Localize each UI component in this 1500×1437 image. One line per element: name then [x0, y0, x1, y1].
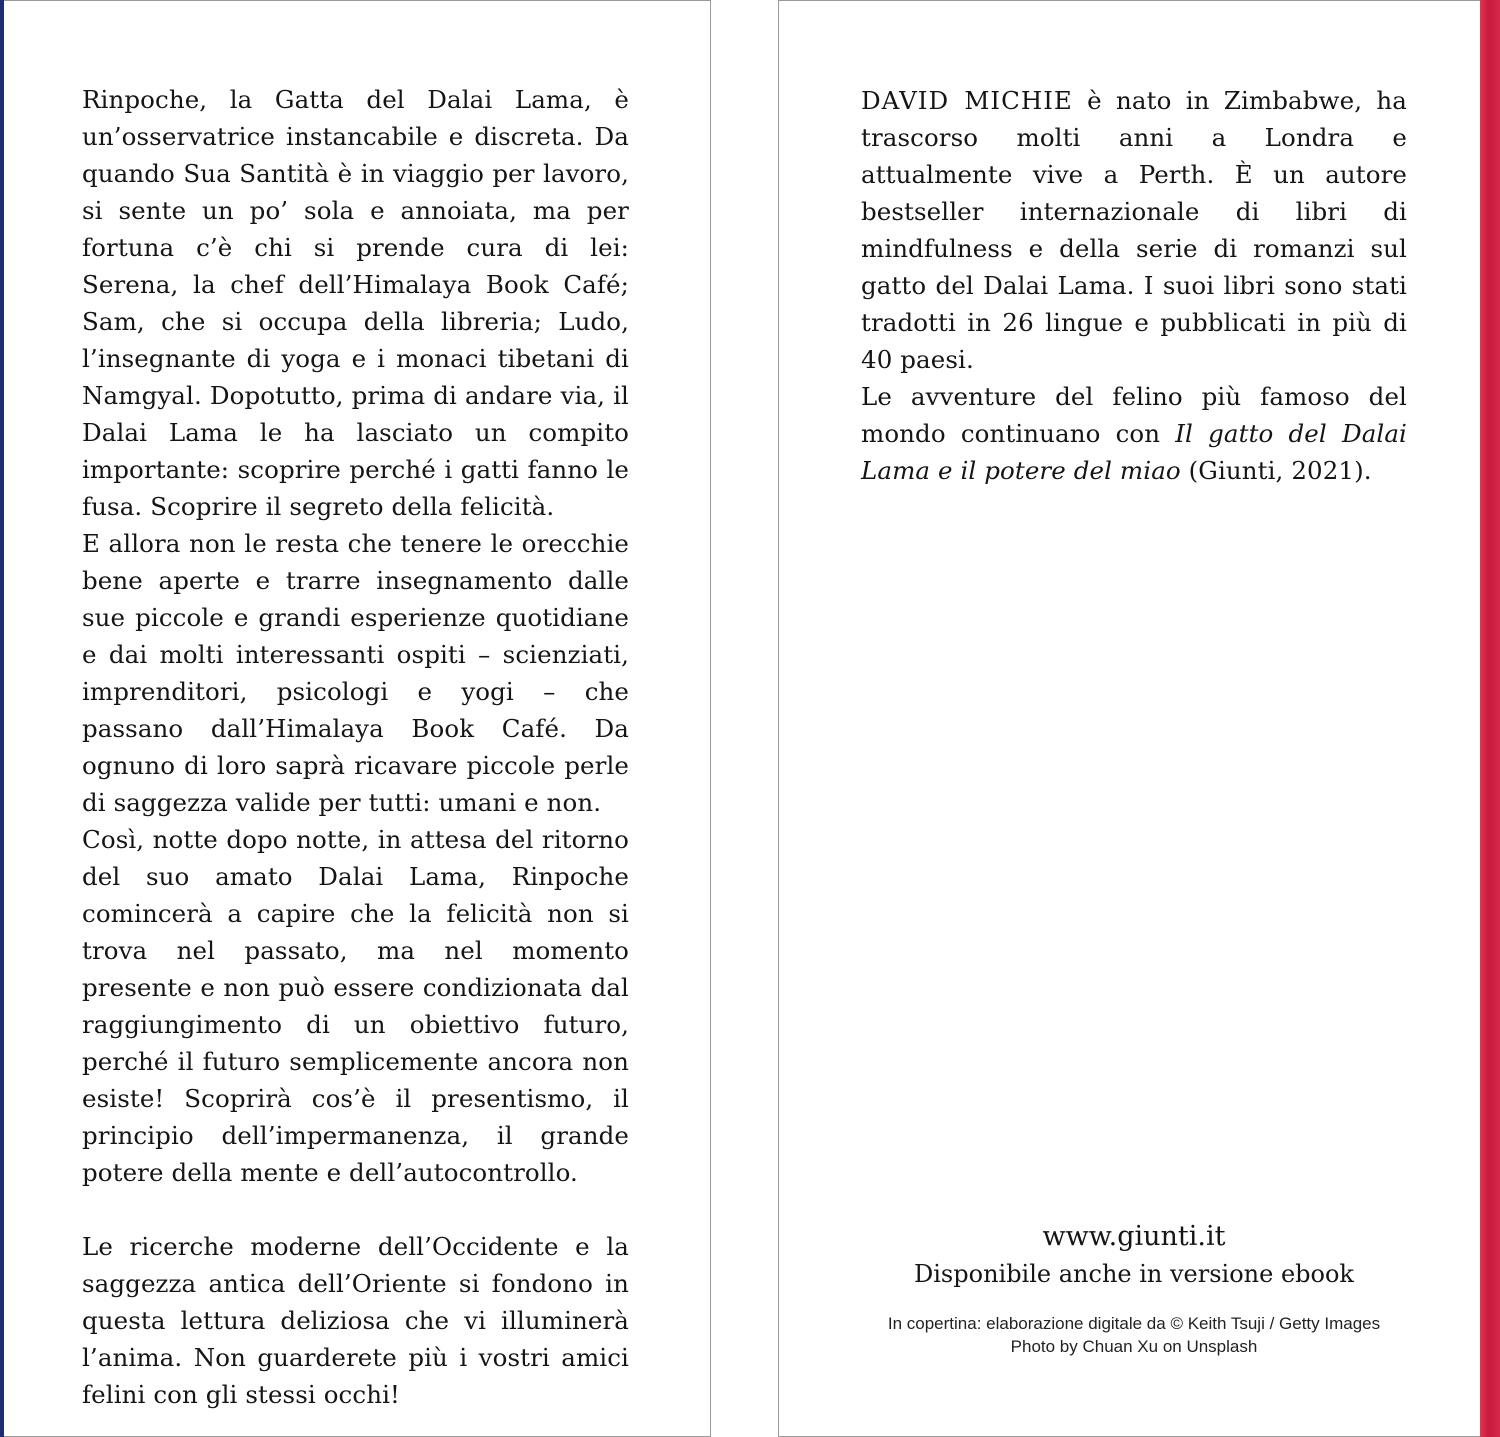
publisher-footer [861, 1218, 1407, 1358]
synopsis-paragraph-1: Rinpoche, la Gatta del Dalai Lama, è un’osservatrice instancabile e discreta. Da quando Sua Santità è in viaggio per lavoro, si sente un po’ sola e annoiata, ma per fortuna c’è chi si prende cura di lei: Serena, la chef dell’Himalaya Book Café; Sam, che si occupa della libreria; Ludo, l’insegnante di yoga e i monaci tibetani di Namgyal. Dopotutto, prima di andare via, il Dalai Lama le ha lasciato un compito importante: scoprire perché i gatti fanno le fusa. Scoprire il segreto della felicità. [82, 85, 629, 521]
fold-gap [711, 0, 778, 1437]
photo-credit: Photo by Chuan Xu on Unsplash [1010, 1337, 1258, 1356]
synopsis-paragraph-2: E allora non le resta che tenere le orecchie bene aperte e trarre insegnamento dalle sue piccole e grandi esperienze quotidiane e dai molti interessanti ospiti – scienziati, imprenditori, psicologi e yogi – che passano dall’Himalaya Book Café. Da ognuno di loro saprà ricavare piccole perle di saggezza valide per tutti: umani e non. [82, 529, 629, 817]
ebook-note: Disponibile anche in versione ebook [914, 1260, 1354, 1288]
publisher-website: www.giunti.it [1042, 1221, 1226, 1252]
left-flap-text [82, 81, 629, 1413]
author-bio [861, 82, 1407, 378]
image-credits [861, 1312, 1407, 1358]
right-edge-stripe [1480, 0, 1500, 1437]
series-intro: Le avventure del felino più famoso del mondo continuano con [861, 382, 1407, 448]
series-note [861, 378, 1407, 489]
series-title: Il gatto del Dalai Lama e il potere del miao [861, 419, 1407, 485]
author-bio-text: è nato in Zimbabwe, ha trascorso molti anni a Londra e attualmente vive a Perth. È un autore bestseller internazionale di libri di mindfulness e della serie di romanzi sul gatto del Dalai Lama. I suoi libri sono stati tradotti in 26 lingue e pubblicati in più di 40 paesi. [861, 86, 1408, 374]
synopsis-closing-paragraph: Le ricerche moderne dell’Occidente e la saggezza antica dell’Oriente si fondono in questa lettura deliziosa che vi illuminerà l’anima. Non guarderete più i vostri amici felini con gli stessi occhi! [82, 1232, 629, 1409]
series-publisher: (Giunti, 2021). [1180, 456, 1372, 485]
synopsis-paragraph-3: Così, notte dopo notte, in attesa del ritorno del suo amato Dalai Lama, Rinpoche comincerà a capire che la felicità non si trova nel passato, ma nel momento presente e non può essere condizionata dal raggiungimento di un obiettivo futuro, perché il futuro semplicemente ancora non esiste! Scoprirà cos’è il presentismo, il principio dell’impermanenza, il grande potere della mente e dell’autocontrollo. [82, 825, 629, 1187]
right-flap-text [861, 82, 1407, 489]
cover-credit: In copertina: elaborazione digitale da © Keith Tsuji / Getty Images [887, 1314, 1381, 1333]
author-name: DAVID MICHIE [861, 86, 1073, 115]
